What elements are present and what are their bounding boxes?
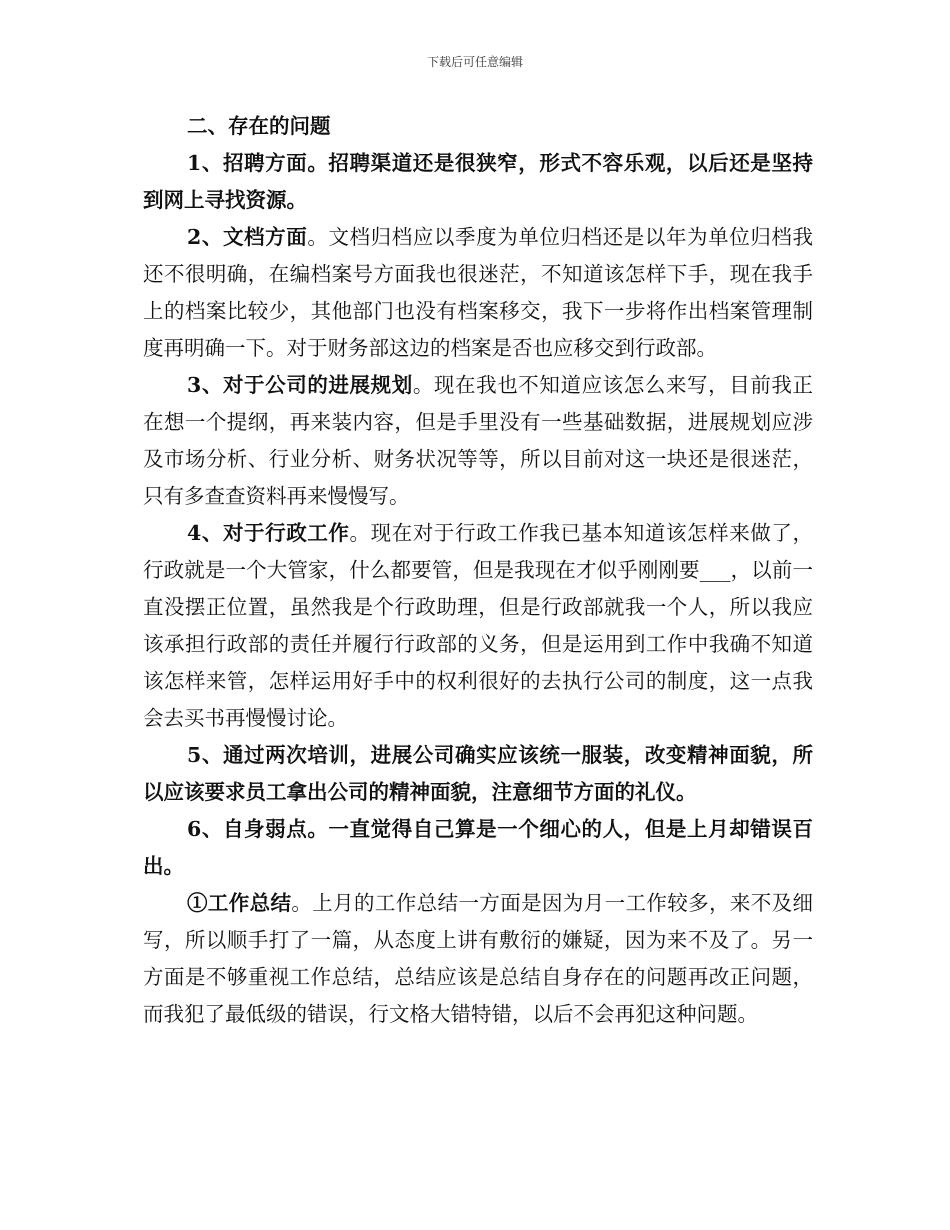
section-title: 二、存在的问题 (187, 114, 331, 138)
paragraph-weakness (143, 811, 813, 885)
paragraph-documents (143, 219, 813, 367)
paragraph-lead: 3、对于公司的进展规划 (187, 373, 413, 397)
paragraph-text: 。文档归档应以季度为单位归档还是以年为单位归档我还不很明确，在编档案号方面我也很迷茫，不知道该怎样下手，现在我手上的档案比较少，其他部门也没有档案移交，我下一步将作出档案管理制度再明确一下。对于财务部这边的档案是否也应移交到行政部。 (143, 225, 814, 360)
paragraph-lead: 6、自身弱点。一直觉得自己算是一个细心的人，但是上月却错误百出。 (143, 817, 813, 878)
page-header: 下载后可任意编辑 (426, 55, 523, 69)
paragraph-text: 。现在我也不知道应该怎么来写，目前我正在想一个提纲，再来装内容，但是手里没有一些基础数据，进展规划应涉及市场分析、行业分析、财务状况等等，所以目前对这一块还是很迷茫，只有多查查资料再来慢慢写。 (143, 373, 814, 508)
paragraph-training (143, 737, 813, 811)
document-body (143, 108, 813, 1033)
paragraph-recruitment (143, 145, 813, 219)
paragraph-admin-work (143, 515, 813, 737)
paragraph-lead: ①工作总结 (187, 891, 292, 915)
paragraph-lead: 2、文档方面 (187, 225, 308, 249)
paragraph-development-plan (143, 367, 813, 515)
paragraph-text: 。现在对于行政工作我已基本知道该怎样来做了，行政就是一个大管家，什么都要管，但是我现在才似乎刚刚要___，以前一直没摆正位置，虽然我是个行政助理，但是行政部就我一个人，所以我应该承担行政部的责任并履行行政部的义务，但是运用到工作中我确不知道该怎样来管，怎样运用好手中的权利很好的去执行公司的制度，这一点我会去买书再慢慢讨论。 (143, 521, 814, 730)
paragraph-lead: 1、招聘方面。招聘渠道还是很狭窄，形式不容乐观，以后还是坚持到网上寻找资源。 (143, 151, 813, 212)
paragraph-lead: 4、对于行政工作 (187, 521, 350, 545)
paragraph-lead: 5、通过两次培训，进展公司确实应该统一服装，改变精神面貌，所以应该要求员工拿出公司的精神面貌，注意细节方面的礼仪。 (143, 743, 813, 804)
paragraph-work-summary (143, 885, 813, 1033)
paragraph-text: 。上月的工作总结一方面是因为月一工作较多，来不及细写，所以顺手打了一篇，从态度上讲有敷衍的嫌疑，因为来不及了。另一方面是不够重视工作总结，总结应该是总结自身存在的问题再改正问题，而我犯了最低级的错误，行文格大错特错，以后不会再犯这种问题。 (143, 891, 814, 1026)
